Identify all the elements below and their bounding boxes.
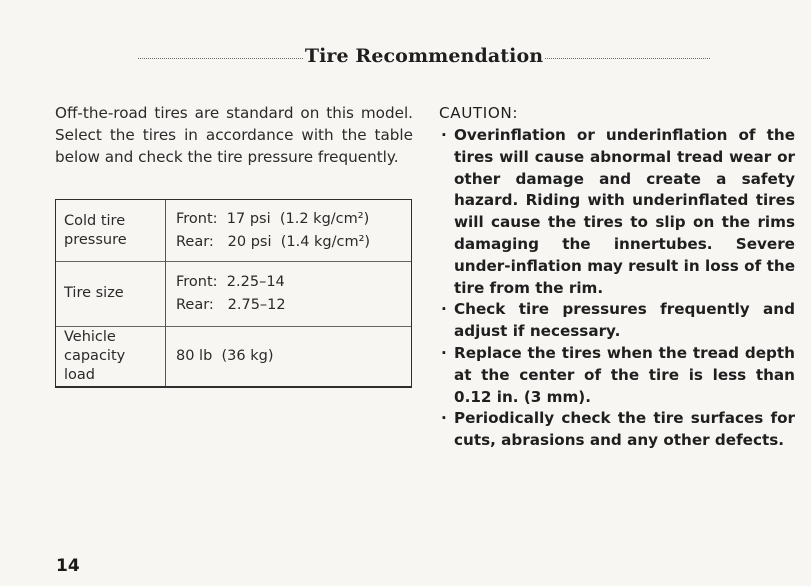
caution-block <box>439 102 795 452</box>
caution-item <box>439 343 795 408</box>
row-label <box>56 326 166 386</box>
label-line: Vehicle <box>64 328 116 345</box>
row-values <box>166 261 411 326</box>
value-rear-pressure: Rear: 20 psi (1.4 kg/cm²) <box>176 233 371 250</box>
bullet-icon: · <box>441 343 447 362</box>
caution-item-text: Replace the tires when the tread depth at the center of the tire is less than 0.12 in. (3 mm). <box>454 343 795 406</box>
label-line: capacity <box>64 347 126 364</box>
intro-paragraph: Off-the-road tires are standard on this model. Select the tires in accordance with the table below and check the tire pressure frequently. <box>55 104 413 166</box>
table-row-tire-size <box>56 261 411 327</box>
label-line: Tire size <box>64 285 124 301</box>
label-line: load <box>64 366 95 383</box>
section-header <box>138 43 710 69</box>
value-front-size: Front: 2.25–14 <box>176 273 285 290</box>
value-front-pressure: Front: 17 psi (1.2 kg/cm²) <box>176 210 370 227</box>
value-capacity-load: 80 lb (36 kg) <box>176 347 274 364</box>
label-line: pressure <box>64 231 127 248</box>
caution-item <box>439 125 795 299</box>
caution-heading: CAUTION: <box>439 104 519 122</box>
caution-item-text: Overinflation or underinflation of the tires will cause abnormal tread wear or other damage and create a safety hazard. Riding with underinflated tires will cause the tires to slip on the rims damaging the innertubes. Severe under-inflation may result in loss of the tire from the rim. <box>454 126 795 297</box>
row-label <box>56 200 166 261</box>
caution-item <box>439 299 795 343</box>
caution-item <box>439 408 795 452</box>
table-row-cold-tire-pressure <box>56 200 411 262</box>
caution-list <box>439 125 795 452</box>
value-rear-size: Rear: 2.75–12 <box>176 296 286 313</box>
bullet-icon: · <box>441 126 447 144</box>
tire-spec-table <box>55 199 412 388</box>
page-title: Tire Recommendation <box>304 45 544 67</box>
leader-dots-right <box>545 58 710 59</box>
caution-item-text: Check tire pressures frequently and adjust if necessary. <box>454 300 795 341</box>
label-line: Cold tire <box>64 212 126 229</box>
caution-item-text: Periodically check the tire surfaces for cuts, abrasions and any other defects. <box>454 409 795 450</box>
row-values <box>166 326 411 386</box>
page-number: 14 <box>56 556 80 576</box>
row-values <box>166 200 411 261</box>
bullet-icon: · <box>441 409 447 428</box>
bullet-icon: · <box>441 300 447 319</box>
table-row-vehicle-capacity-load <box>56 326 411 386</box>
row-label <box>56 261 166 326</box>
leader-dots-left <box>138 58 303 59</box>
